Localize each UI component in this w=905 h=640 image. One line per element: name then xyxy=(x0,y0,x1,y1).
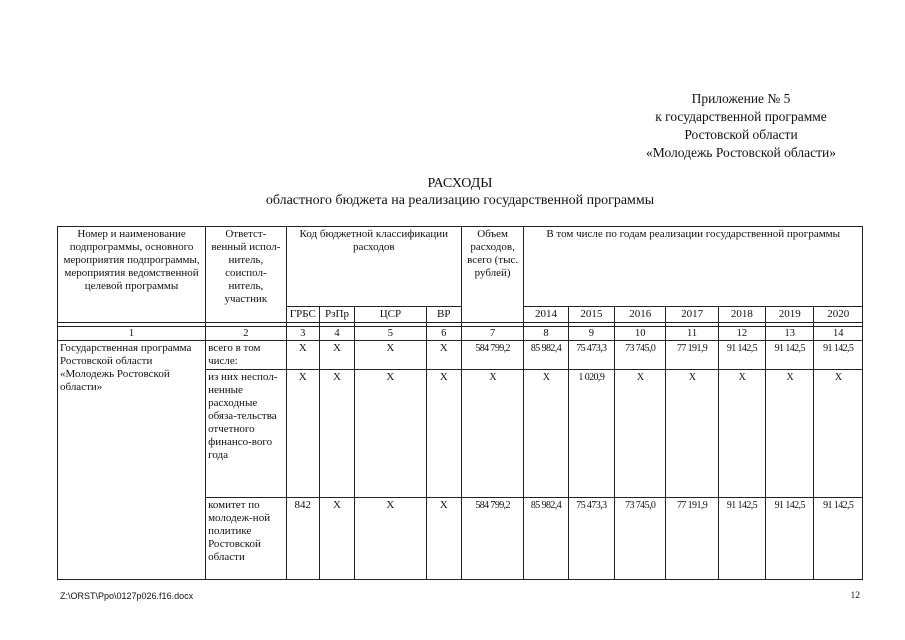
index-cell: 12 xyxy=(718,327,765,341)
header-executor: Ответст-венный испол-нитель, соиспол-нитель, участник xyxy=(206,227,287,323)
index-cell: 10 xyxy=(615,327,666,341)
index-cell: 5 xyxy=(355,327,427,341)
appendix-line-4: «Молодежь Ростовской области» xyxy=(646,145,836,160)
header-code-group: Код бюджетной классификации расходов xyxy=(286,227,461,307)
index-cell: 3 xyxy=(286,327,319,341)
year-cell-2019: 91 142,5 xyxy=(766,498,814,580)
footer-page-number: 12 xyxy=(850,591,860,601)
appendix-block xyxy=(621,90,861,162)
csr-cell: X xyxy=(355,370,427,498)
header-volume: Объем расходов, всего (тыс. рублей) xyxy=(461,227,523,323)
header-rzpr: РзПр xyxy=(319,307,354,323)
header-year-2018: 2018 xyxy=(718,307,765,323)
year-cell-2020: 91 142,5 xyxy=(814,341,863,370)
executor-cell: комитет по молодеж-ной политике Ростовской области xyxy=(206,498,287,580)
footer-file-path: Z:\ORST\Ppo\0127p026.f16.docx xyxy=(60,591,194,601)
header-year-2016: 2016 xyxy=(615,307,666,323)
year-cell-2020: X xyxy=(814,370,863,498)
index-cell: 1 xyxy=(58,327,206,341)
year-cell-2020: 91 142,5 xyxy=(814,498,863,580)
column-index-row xyxy=(58,327,863,341)
year-cell-2014: X xyxy=(524,370,568,498)
grbs-cell: 842 xyxy=(286,498,319,580)
header-year-2020: 2020 xyxy=(814,307,863,323)
year-cell-2019: X xyxy=(766,370,814,498)
year-cell-2018: X xyxy=(718,370,765,498)
year-cell-2019: 91 142,5 xyxy=(766,341,814,370)
header-year-2015: 2015 xyxy=(568,307,614,323)
rzpr-cell: X xyxy=(319,370,354,498)
index-cell: 11 xyxy=(666,327,718,341)
year-cell-2014: 85 982,4 xyxy=(524,341,568,370)
executor-cell: всего в том числе: xyxy=(206,341,287,370)
year-cell-2015: 1 020,9 xyxy=(568,370,614,498)
volume-cell: 584 799,2 xyxy=(461,341,523,370)
appendix-line-2: к государственной программе xyxy=(655,109,827,124)
title-sub: областного бюджета на реализацию государственной программы xyxy=(265,193,655,208)
index-cell: 7 xyxy=(461,327,523,341)
header-name: Номер и наименование подпрограммы, основного мероприятия подпрограммы, мероприятия ведомственной целевой программы xyxy=(58,227,206,323)
index-cell: 14 xyxy=(814,327,863,341)
csr-cell: X xyxy=(355,341,427,370)
volume-cell: 584 799,2 xyxy=(461,498,523,580)
table-row xyxy=(58,341,863,370)
csr-cell: X xyxy=(355,498,427,580)
executor-cell: из них неспол-ненные расходные обяза-тельства отчетного финансо-вого года xyxy=(206,370,287,498)
header-year-2014: 2014 xyxy=(524,307,568,323)
appendix-line-3: Ростовской области xyxy=(684,127,798,142)
grbs-cell: X xyxy=(286,370,319,498)
index-cell: 13 xyxy=(766,327,814,341)
year-cell-2015: 75 473,3 xyxy=(568,341,614,370)
appendix-line-1: Приложение № 5 xyxy=(691,91,791,106)
year-cell-2014: 85 982,4 xyxy=(524,498,568,580)
header-years-group: В том числе по годам реализации государственной программы xyxy=(524,227,863,307)
grbs-cell: X xyxy=(286,341,319,370)
year-cell-2017: X xyxy=(666,370,718,498)
header-year-2019: 2019 xyxy=(766,307,814,323)
expenses-table xyxy=(57,226,863,580)
index-cell: 8 xyxy=(524,327,568,341)
rzpr-cell: X xyxy=(319,498,354,580)
index-cell: 4 xyxy=(319,327,354,341)
volume-cell: X xyxy=(461,370,523,498)
vr-cell: X xyxy=(426,498,461,580)
vr-cell: X xyxy=(426,370,461,498)
year-cell-2016: 73 745,0 xyxy=(615,341,666,370)
index-cell: 9 xyxy=(568,327,614,341)
header-grbs: ГРБС xyxy=(286,307,319,323)
index-cell: 2 xyxy=(206,327,287,341)
document-title xyxy=(60,175,860,209)
header-csr: ЦСР xyxy=(355,307,427,323)
year-cell-2017: 77 191,9 xyxy=(666,498,718,580)
vr-cell: X xyxy=(426,341,461,370)
index-cell: 6 xyxy=(426,327,461,341)
year-cell-2016: 73 745,0 xyxy=(615,498,666,580)
program-name-cell: Государственная программа Ростовской области «Молодежь Ростовской области» xyxy=(58,341,206,580)
year-cell-2015: 75 473,3 xyxy=(568,498,614,580)
year-cell-2018: 91 142,5 xyxy=(718,341,765,370)
year-cell-2016: X xyxy=(615,370,666,498)
year-cell-2018: 91 142,5 xyxy=(718,498,765,580)
year-cell-2017: 77 191,9 xyxy=(666,341,718,370)
rzpr-cell: X xyxy=(319,341,354,370)
header-vr: ВР xyxy=(426,307,461,323)
header-year-2017: 2017 xyxy=(666,307,718,323)
title-main: РАСХОДЫ xyxy=(427,176,493,191)
